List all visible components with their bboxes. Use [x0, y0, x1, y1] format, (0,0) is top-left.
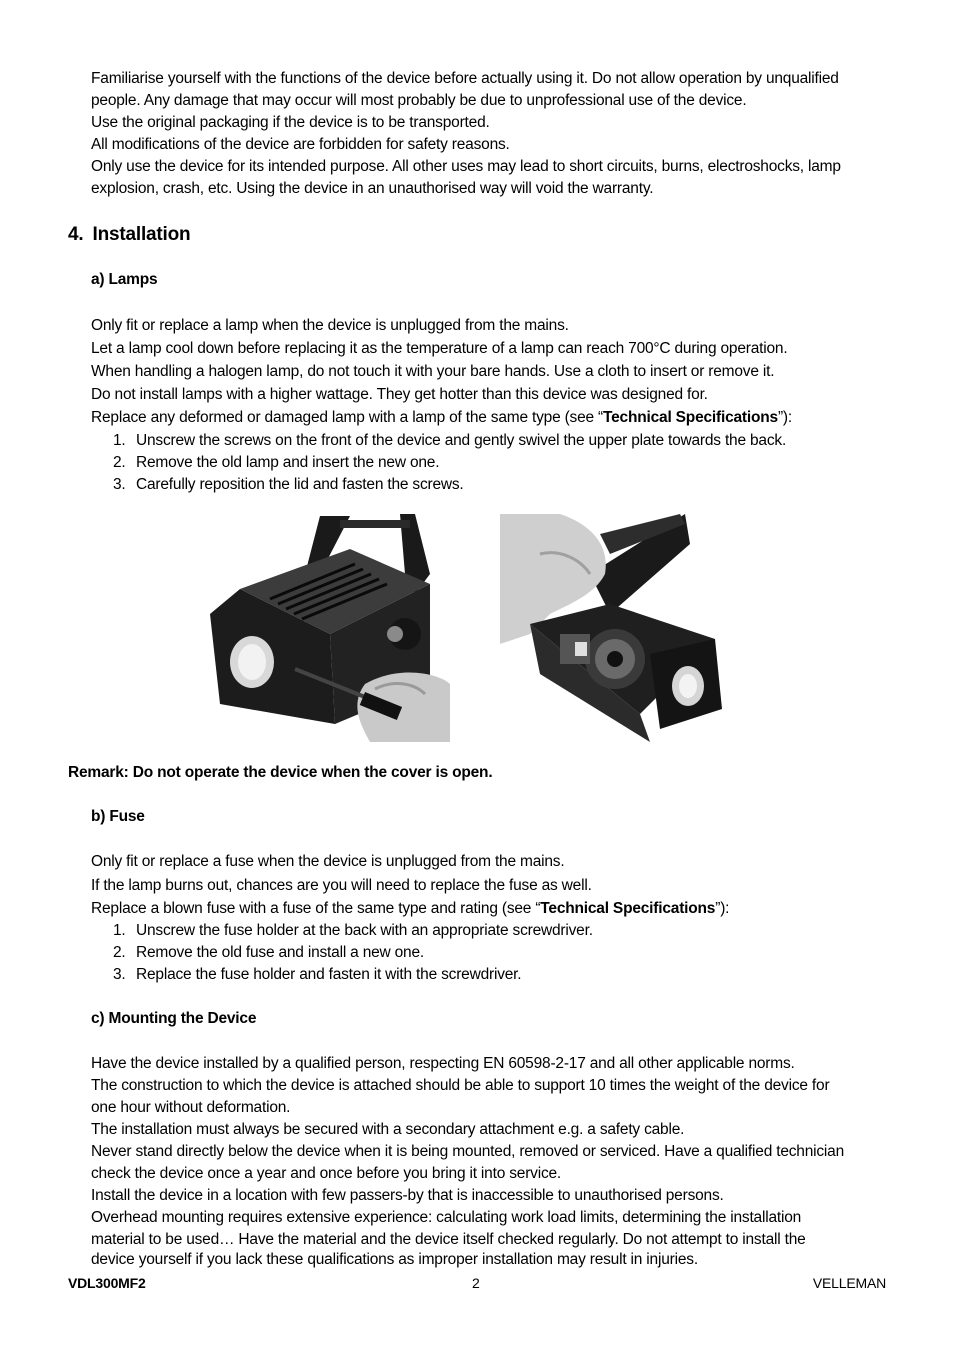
- lamps-step: [113, 452, 439, 474]
- mounting-line: check the device once a year and once before you bring it into service.: [91, 1165, 562, 1182]
- remark: Remark: Do not operate the device when the cover is open.: [68, 764, 493, 781]
- lamps-line: Let a lamp cool down before replacing it as the temperature of a lamp can reach 700°C during operation.: [91, 340, 788, 357]
- lamps-replace-post: ”):: [777, 409, 792, 426]
- lamps-replace-pre: Replace any deformed or damaged lamp with a lamp of the same type (see “: [91, 409, 604, 426]
- fuse-replace-pre: Replace a blown fuse with a fuse of the same type and rating (see “: [91, 900, 541, 917]
- fuse-step: [113, 942, 424, 964]
- step-number: 3.: [113, 476, 126, 493]
- lamps-line: Do not install lamps with a higher wattage. They get hotter than this device was designed for.: [91, 386, 708, 403]
- intro-line: Use the original packaging if the device is to be transported.: [91, 114, 490, 131]
- lamps-replace-line: [91, 407, 792, 429]
- fuse-heading: b) Fuse: [91, 808, 145, 825]
- step-number: 1.: [113, 432, 126, 449]
- intro-line: explosion, crash, etc. Using the device in an unauthorised way will void the warranty.: [91, 180, 654, 197]
- intro-line: All modifications of the device are forbidden for safety reasons.: [91, 136, 510, 153]
- footer-page-number: 2: [472, 1275, 480, 1291]
- fuse-step: [113, 920, 593, 942]
- step-number: 1.: [113, 922, 126, 939]
- intro-line: people. Any damage that may occur will most probably be due to unprofessional use of the device.: [91, 92, 747, 109]
- lamp-screwdriver-photo: [200, 514, 450, 742]
- mounting-line: Overhead mounting requires extensive experience: calculating work load limits, determining the installation: [91, 1209, 802, 1226]
- lamp-open-housing-photo: [500, 514, 722, 742]
- step-text: Unscrew the fuse holder at the back with an appropriate screwdriver.: [136, 922, 593, 939]
- step-text: Remove the old fuse and install a new one.: [136, 944, 425, 961]
- step-text: Carefully reposition the lid and fasten the screws.: [136, 476, 464, 493]
- lamps-line: When handling a halogen lamp, do not touch it with your bare hands. Use a cloth to insert or remove it.: [91, 363, 775, 380]
- footer-brand: VELLEMAN: [812, 1275, 886, 1291]
- fuse-replace-post: ”):: [715, 900, 730, 917]
- mounting-line: device yourself if you lack these qualifications as improper installation may result in injuries.: [91, 1251, 698, 1268]
- lamps-step: [113, 474, 464, 496]
- footer-model: VDL300MF2: [68, 1275, 146, 1291]
- mounting-line: The installation must always be secured with a secondary attachment e.g. a safety cable.: [91, 1121, 685, 1138]
- intro-line: Only use the device for its intended purpose. All other uses may lead to short circuits, burns, electroshocks, lamp: [91, 158, 841, 175]
- fuse-replace-line: [91, 898, 729, 920]
- step-number: 2.: [113, 454, 126, 471]
- step-text: Unscrew the screws on the front of the device and gently swivel the upper plate towards the back.: [136, 432, 787, 449]
- mounting-line: Never stand directly below the device when it is being mounted, removed or serviced. Have a qualified technician: [91, 1143, 845, 1160]
- intro-line: Familiarise yourself with the functions of the device before actually using it. Do not allow operation by unqualified: [91, 70, 839, 87]
- step-number: 3.: [113, 966, 126, 983]
- lamps-line: Only fit or replace a lamp when the device is unplugged from the mains.: [91, 317, 569, 334]
- fuse-step: [113, 964, 521, 986]
- lamps-heading: a) Lamps: [91, 271, 158, 288]
- mounting-line: material to be used… Have the material and the device itself checked regularly. Do not attempt to install the: [91, 1231, 806, 1248]
- fuse-line: If the lamp burns out, chances are you will need to replace the fuse as well.: [91, 877, 592, 894]
- mounting-line: Install the device in a location with few passers-by that is inaccessible to unauthorised persons.: [91, 1187, 724, 1204]
- mounting-line: The construction to which the device is attached should be able to support 10 times the weight of the device for: [91, 1077, 830, 1094]
- section-number: 4.: [68, 224, 84, 245]
- lamps-step: [113, 430, 786, 452]
- fuse-replace-bold: Technical Specifications: [540, 900, 716, 917]
- step-text: Remove the old lamp and insert the new one.: [136, 454, 440, 471]
- mounting-heading: c) Mounting the Device: [91, 1010, 257, 1027]
- mounting-line: Have the device installed by a qualified person, respecting EN 60598-2-17 and all other applicable norms.: [91, 1055, 795, 1072]
- fuse-line: Only fit or replace a fuse when the device is unplugged from the mains.: [91, 853, 565, 870]
- section-title: Installation: [92, 224, 191, 245]
- lamps-replace-bold: Technical Specifications: [603, 409, 778, 426]
- step-text: Replace the fuse holder and fasten it with the screwdriver.: [136, 966, 522, 983]
- mounting-line: one hour without deformation.: [91, 1099, 291, 1116]
- step-number: 2.: [113, 944, 126, 961]
- section-heading: [68, 223, 190, 247]
